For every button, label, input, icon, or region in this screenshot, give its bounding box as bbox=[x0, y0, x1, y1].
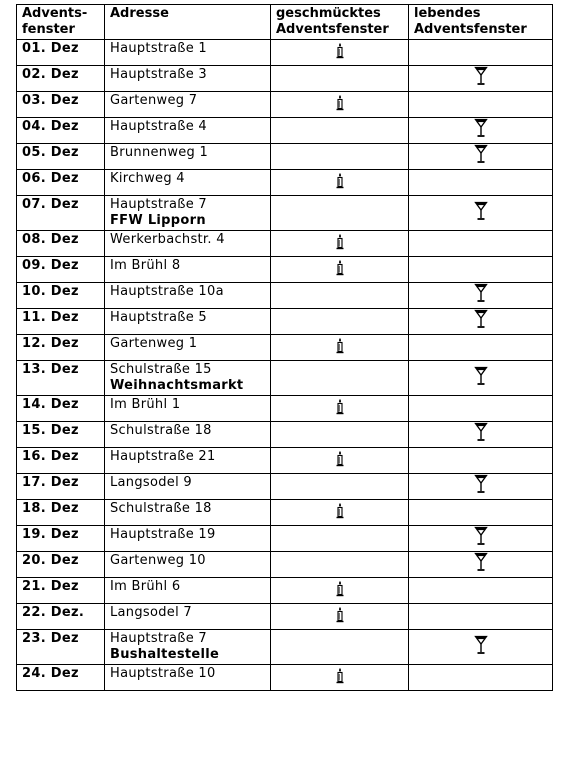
table-row bbox=[17, 361, 553, 396]
live-window-cell bbox=[409, 665, 553, 691]
day-cell: 01. Dez bbox=[17, 40, 105, 66]
address-cell bbox=[105, 552, 271, 578]
day-cell: 02. Dez bbox=[17, 66, 105, 92]
header-address bbox=[105, 5, 271, 40]
address-text: Hauptstraße 10 bbox=[110, 666, 216, 681]
day-cell: 20. Dez bbox=[17, 552, 105, 578]
address-text: Im Brühl 1 bbox=[110, 397, 181, 412]
live-window-cell bbox=[409, 422, 553, 448]
address-cell bbox=[105, 257, 271, 283]
decorated-window-cell bbox=[271, 665, 409, 691]
live-window-cell bbox=[409, 196, 553, 231]
decorated-window-cell bbox=[271, 500, 409, 526]
address-text: Hauptstraße 4 bbox=[110, 119, 208, 134]
live-window-cell bbox=[409, 231, 553, 257]
live-window-cell bbox=[409, 257, 553, 283]
day-cell: 16. Dez bbox=[17, 448, 105, 474]
address-text: Gartenweg 1 bbox=[110, 336, 198, 351]
day-cell: 11. Dez bbox=[17, 309, 105, 335]
candle-icon bbox=[334, 42, 346, 59]
day-cell: 08. Dez bbox=[17, 231, 105, 257]
table-row bbox=[17, 335, 553, 361]
table-row bbox=[17, 578, 553, 604]
address-text: Hauptstraße 21 bbox=[110, 449, 216, 464]
address-text: Schulstraße 18 bbox=[110, 423, 212, 438]
address-cell bbox=[105, 630, 271, 665]
address-text: Kirchweg 4 bbox=[110, 171, 185, 186]
address-cell bbox=[105, 526, 271, 552]
cocktail-glass-icon bbox=[474, 474, 488, 494]
decorated-window-cell bbox=[271, 231, 409, 257]
table-row bbox=[17, 231, 553, 257]
decorated-window-cell bbox=[271, 448, 409, 474]
decorated-window-cell bbox=[271, 170, 409, 196]
table-row bbox=[17, 196, 553, 231]
candle-icon bbox=[334, 259, 346, 276]
address-text: Im Brühl 8 bbox=[110, 258, 181, 273]
address-cell bbox=[105, 66, 271, 92]
decorated-window-cell bbox=[271, 474, 409, 500]
advent-window-table bbox=[16, 4, 553, 691]
day-cell: 19. Dez bbox=[17, 526, 105, 552]
cocktail-glass-icon bbox=[474, 144, 488, 164]
table-row bbox=[17, 552, 553, 578]
address-text: Langsodel 7 bbox=[110, 605, 192, 620]
decorated-window-cell bbox=[271, 422, 409, 448]
header-advent-window bbox=[17, 5, 105, 40]
location-note: Bushaltestelle bbox=[110, 647, 220, 662]
address-cell bbox=[105, 196, 271, 231]
address-text: Hauptstraße 10a bbox=[110, 284, 224, 299]
address-text: Schulstraße 18 bbox=[110, 501, 212, 516]
live-window-cell bbox=[409, 170, 553, 196]
address-text: Hauptstraße 1 bbox=[110, 41, 208, 56]
address-cell bbox=[105, 170, 271, 196]
candle-icon bbox=[334, 337, 346, 354]
location-note: FFW Lipporn bbox=[110, 213, 206, 228]
decorated-window-cell bbox=[271, 92, 409, 118]
day-cell: 07. Dez bbox=[17, 196, 105, 231]
table-row bbox=[17, 144, 553, 170]
decorated-window-cell bbox=[271, 66, 409, 92]
address-cell bbox=[105, 40, 271, 66]
cocktail-glass-icon bbox=[474, 66, 488, 86]
live-window-cell bbox=[409, 335, 553, 361]
table-row bbox=[17, 448, 553, 474]
live-window-cell bbox=[409, 40, 553, 66]
table-row bbox=[17, 396, 553, 422]
address-text: Hauptstraße 5 bbox=[110, 310, 208, 325]
decorated-window-cell bbox=[271, 118, 409, 144]
decorated-window-cell bbox=[271, 257, 409, 283]
table-row bbox=[17, 170, 553, 196]
day-cell: 05. Dez bbox=[17, 144, 105, 170]
table-row bbox=[17, 40, 553, 66]
live-window-cell bbox=[409, 283, 553, 309]
table-row bbox=[17, 257, 553, 283]
day-cell: 18. Dez bbox=[17, 500, 105, 526]
table-body bbox=[17, 40, 553, 691]
header-advent-window-line2: fenster bbox=[22, 22, 75, 37]
address-text: Schulstraße 15 bbox=[110, 362, 212, 377]
address-text: Gartenweg 10 bbox=[110, 553, 206, 568]
table-row bbox=[17, 66, 553, 92]
live-window-cell bbox=[409, 66, 553, 92]
header-live-window bbox=[409, 5, 553, 40]
candle-icon bbox=[334, 606, 346, 623]
address-text: Hauptstraße 3 bbox=[110, 67, 208, 82]
decorated-window-cell bbox=[271, 396, 409, 422]
header-address-label: Adresse bbox=[110, 6, 169, 21]
live-window-cell bbox=[409, 578, 553, 604]
header-decorated-window bbox=[271, 5, 409, 40]
address-cell bbox=[105, 396, 271, 422]
table-row bbox=[17, 283, 553, 309]
cocktail-glass-icon bbox=[474, 635, 488, 655]
address-cell bbox=[105, 578, 271, 604]
decorated-window-cell bbox=[271, 283, 409, 309]
decorated-window-cell bbox=[271, 552, 409, 578]
table-row bbox=[17, 604, 553, 630]
address-cell bbox=[105, 144, 271, 170]
table-row bbox=[17, 474, 553, 500]
cocktail-glass-icon bbox=[474, 201, 488, 221]
live-window-cell bbox=[409, 309, 553, 335]
decorated-window-cell bbox=[271, 144, 409, 170]
day-cell: 03. Dez bbox=[17, 92, 105, 118]
cocktail-glass-icon bbox=[474, 118, 488, 138]
address-cell bbox=[105, 118, 271, 144]
live-window-cell bbox=[409, 474, 553, 500]
day-cell: 17. Dez bbox=[17, 474, 105, 500]
day-cell: 12. Dez bbox=[17, 335, 105, 361]
decorated-window-cell bbox=[271, 526, 409, 552]
day-cell: 14. Dez bbox=[17, 396, 105, 422]
candle-icon bbox=[334, 172, 346, 189]
decorated-window-cell bbox=[271, 196, 409, 231]
cocktail-glass-icon bbox=[474, 283, 488, 303]
address-text: Langsodel 9 bbox=[110, 475, 192, 490]
live-window-cell bbox=[409, 448, 553, 474]
candle-icon bbox=[334, 502, 346, 519]
cocktail-glass-icon bbox=[474, 309, 488, 329]
candle-icon bbox=[334, 233, 346, 250]
live-window-cell bbox=[409, 144, 553, 170]
address-text: Im Brühl 6 bbox=[110, 579, 181, 594]
live-window-cell bbox=[409, 118, 553, 144]
candle-icon bbox=[334, 398, 346, 415]
live-window-cell bbox=[409, 604, 553, 630]
cocktail-glass-icon bbox=[474, 552, 488, 572]
address-cell bbox=[105, 335, 271, 361]
table-row bbox=[17, 665, 553, 691]
address-text: Hauptstraße 7 bbox=[110, 631, 208, 646]
live-window-cell bbox=[409, 526, 553, 552]
address-cell bbox=[105, 422, 271, 448]
address-cell bbox=[105, 231, 271, 257]
day-cell: 10. Dez bbox=[17, 283, 105, 309]
candle-icon bbox=[334, 580, 346, 597]
header-live-line2: Adventsfenster bbox=[414, 22, 527, 37]
address-text: Hauptstraße 19 bbox=[110, 527, 216, 542]
address-cell bbox=[105, 448, 271, 474]
address-cell bbox=[105, 665, 271, 691]
address-cell bbox=[105, 500, 271, 526]
table-row bbox=[17, 118, 553, 144]
day-cell: 13. Dez bbox=[17, 361, 105, 396]
day-cell: 24. Dez bbox=[17, 665, 105, 691]
table-row bbox=[17, 309, 553, 335]
day-cell: 21. Dez bbox=[17, 578, 105, 604]
address-cell bbox=[105, 604, 271, 630]
day-cell: 23. Dez bbox=[17, 630, 105, 665]
decorated-window-cell bbox=[271, 335, 409, 361]
address-cell bbox=[105, 92, 271, 118]
address-cell bbox=[105, 283, 271, 309]
decorated-window-cell bbox=[271, 604, 409, 630]
candle-icon bbox=[334, 667, 346, 684]
address-cell bbox=[105, 361, 271, 396]
decorated-window-cell bbox=[271, 40, 409, 66]
live-window-cell bbox=[409, 552, 553, 578]
day-cell: 09. Dez bbox=[17, 257, 105, 283]
candle-icon bbox=[334, 450, 346, 467]
address-text: Werkerbachstr. 4 bbox=[110, 232, 225, 247]
decorated-window-cell bbox=[271, 630, 409, 665]
location-note: Weihnachtsmarkt bbox=[110, 378, 244, 393]
address-text: Brunnenweg 1 bbox=[110, 145, 209, 160]
cocktail-glass-icon bbox=[474, 366, 488, 386]
decorated-window-cell bbox=[271, 309, 409, 335]
live-window-cell bbox=[409, 630, 553, 665]
address-text: Gartenweg 7 bbox=[110, 93, 198, 108]
header-row bbox=[17, 5, 553, 40]
live-window-cell bbox=[409, 361, 553, 396]
header-decorated-line2: Adventsfenster bbox=[276, 22, 389, 37]
table-row bbox=[17, 526, 553, 552]
day-cell: 06. Dez bbox=[17, 170, 105, 196]
day-cell: 22. Dez. bbox=[17, 604, 105, 630]
address-cell bbox=[105, 309, 271, 335]
decorated-window-cell bbox=[271, 361, 409, 396]
cocktail-glass-icon bbox=[474, 422, 488, 442]
day-cell: 15. Dez bbox=[17, 422, 105, 448]
live-window-cell bbox=[409, 92, 553, 118]
table-row bbox=[17, 92, 553, 118]
live-window-cell bbox=[409, 500, 553, 526]
address-cell bbox=[105, 474, 271, 500]
table-row bbox=[17, 630, 553, 665]
cocktail-glass-icon bbox=[474, 526, 488, 546]
address-text: Hauptstraße 7 bbox=[110, 197, 208, 212]
decorated-window-cell bbox=[271, 578, 409, 604]
table-row bbox=[17, 422, 553, 448]
header-advent-window-line1: Advents- bbox=[22, 6, 88, 21]
header-live-line1: lebendes bbox=[414, 6, 481, 21]
header-decorated-line1: geschmücktes bbox=[276, 6, 381, 21]
candle-icon bbox=[334, 94, 346, 111]
live-window-cell bbox=[409, 396, 553, 422]
table-row bbox=[17, 500, 553, 526]
day-cell: 04. Dez bbox=[17, 118, 105, 144]
